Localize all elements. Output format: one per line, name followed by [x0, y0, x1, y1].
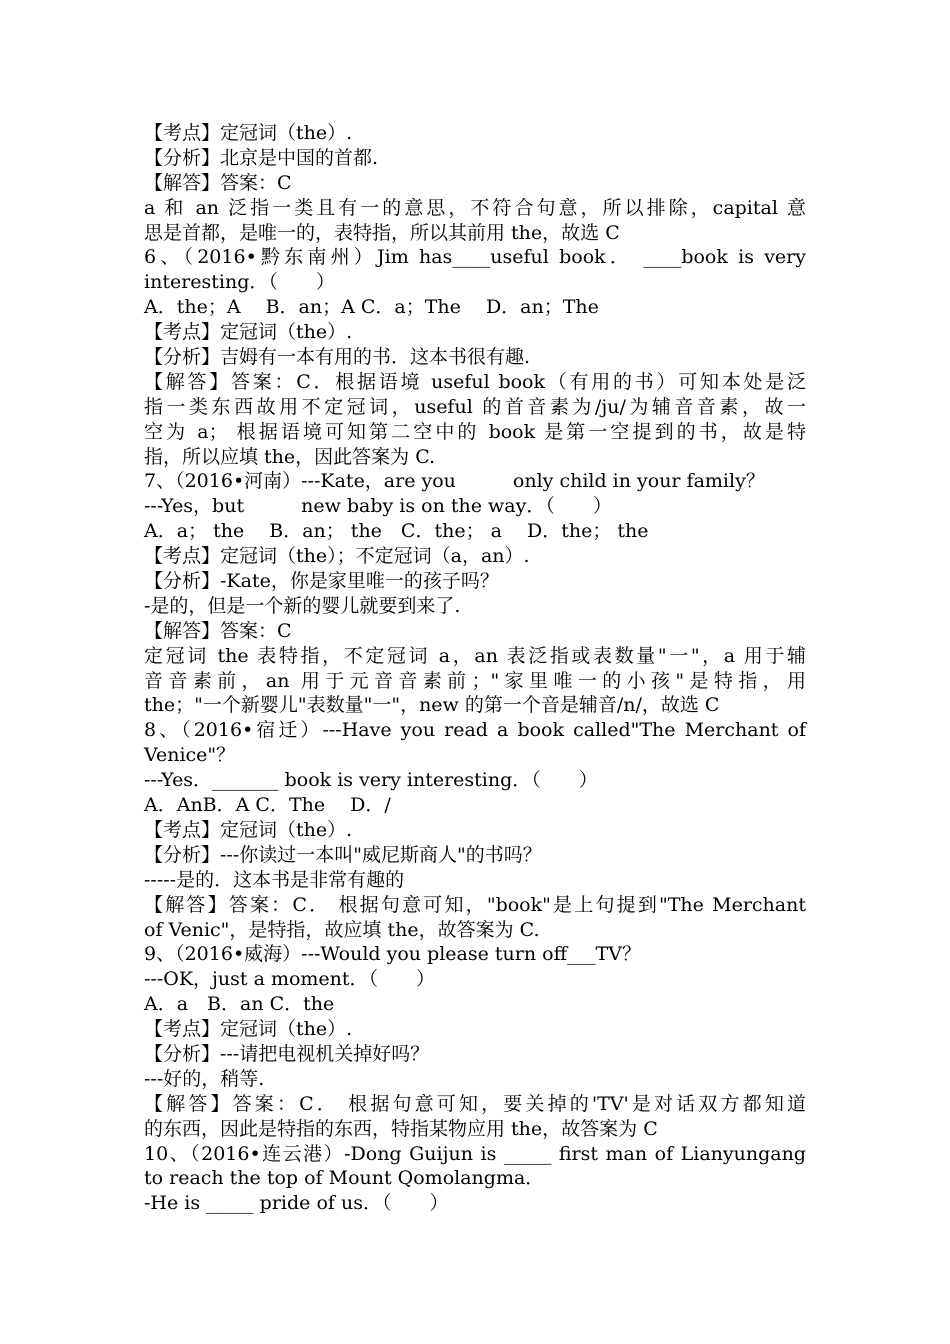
text-line: the；"一个新婴儿"表数量"一"，new 的第一个音是辅音/n/，故选 C — [144, 694, 720, 717]
text-line: 【分析】吉姆有一本有用的书．这本书很有趣. — [144, 346, 531, 369]
text-line: ---好的，稍等. — [144, 1067, 265, 1090]
text-line: -He is _____ pride of us．（ ） — [144, 1192, 449, 1215]
text-line: -----是的．这本书是非常有趣的 — [144, 868, 405, 891]
text-line: 【考点】定冠词（the）；不定冠词（a，an）. — [144, 545, 530, 568]
text-line: 【解答】答案：C．根据语境 useful book（有用的书）可知本处是泛 — [144, 370, 806, 393]
text-line: 音音素前，an 用于元音音素前；"家里唯一的小孩"是特指，用 — [144, 669, 806, 692]
text-line: 【分析】北京是中国的首都. — [144, 146, 379, 169]
text-line: A．the；A B．an；A C．a；The D．an；The — [144, 296, 599, 319]
text-line: ---Yes，but new baby is on the way．（ ） — [144, 495, 612, 518]
text-line: 9、（2016•威海）---Would you please turn off___TV？ — [144, 943, 641, 966]
text-line: ---OK，just a moment．（ ） — [144, 968, 436, 991]
text-line: 【考点】定冠词（the）. — [144, 818, 353, 841]
text-line: 定冠词 the 表特指，不定冠词 a，an 表泛指或表数量"一"，a 用于辅 — [144, 644, 806, 667]
text-line: A．a B．an C．the — [144, 993, 335, 1016]
text-line: interesting．（ ） — [144, 271, 335, 294]
text-line: 7、（2016•河南）---Kate，are you only child in your family？ — [144, 470, 765, 493]
text-line: 【分析】-Kate，你是家里唯一的孩子吗？ — [144, 570, 499, 593]
text-line: 【考点】定冠词（the）. — [144, 122, 353, 144]
text-line: 【解答】答案：C． 根据句意可知，"book"是上句提到"The Merchant — [144, 893, 806, 916]
text-line: a 和 an 泛指一类且有一的意思，不符合句意，所以排除，capital 意 — [144, 196, 806, 219]
text-line: A．a； the B．an； the C．the； a D．the； the — [144, 520, 649, 543]
text-line: 8、（2016•宿迁）---Have you read a book called"The Merchant of — [144, 719, 806, 742]
text-line: 【解答】答案：C — [144, 619, 292, 642]
text-line: 【解答】答案：C． 根据句意可知，要关掉的'TV'是对话双方都知道 — [144, 1092, 806, 1115]
text-line: 【考点】定冠词（the）. — [144, 321, 353, 344]
text-line: of Venic"，是特指，故应填 the，故答案为 C. — [144, 918, 540, 941]
text-line: 指，所以应填 the，因此答案为 C. — [144, 445, 436, 468]
text-line: 思是首都，是唯一的，表特指，所以其前用 the，故选 C — [144, 221, 620, 244]
text-line: 6、（2016•黔东南州）Jim has____useful book． ____book is very — [144, 246, 806, 269]
text-line: 空为 a； 根据语境可知第二空中的 book 是第一空提到的书，故是特 — [144, 420, 806, 443]
text-line: Venice"？ — [144, 744, 236, 767]
text-line: 10、（2016•连云港）-Dong Guijun is _____ first man of Lianyungang — [144, 1142, 806, 1165]
text-line: 【分析】---请把电视机关掉好吗？ — [144, 1042, 430, 1065]
text-line: 指一类东西故用不定冠词，useful 的首音素为/ju/为辅音音素，故一 — [144, 395, 806, 418]
text-line: to reach the top of Mount Qomolangma． — [144, 1167, 545, 1190]
text-line: A．AnB．A C．The D．/ — [144, 794, 391, 817]
text-line: 【解答】答案：C — [144, 171, 292, 194]
document-page — [144, 121, 806, 1216]
text-line: 【考点】定冠词（the）. — [144, 1018, 353, 1041]
text-line: 【分析】---你读过一本叫"威尼斯商人"的书吗？ — [144, 843, 542, 866]
text-line: 的东西，因此是特指的东西，特指某物应用 the，故答案为 C — [144, 1117, 658, 1140]
text-line: ---Yes．_______ book is very interesting．（ ） — [144, 769, 598, 792]
text-line: -是的，但是一个新的婴儿就要到来了. — [144, 594, 461, 617]
